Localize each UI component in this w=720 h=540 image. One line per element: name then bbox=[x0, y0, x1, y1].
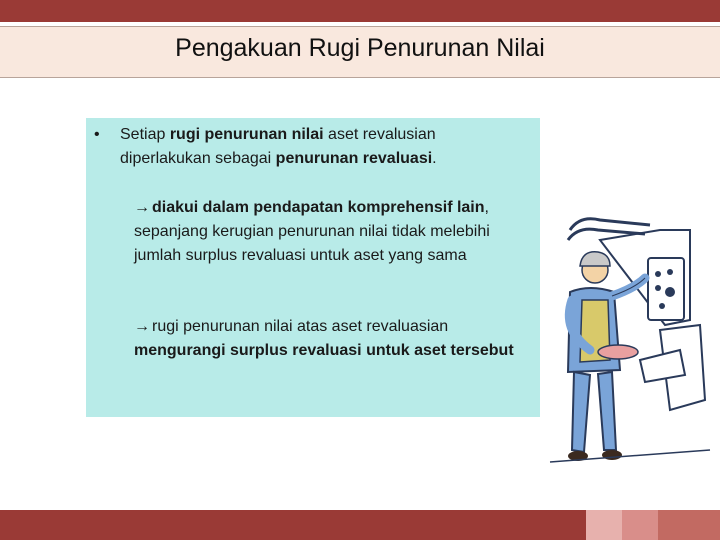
bullet-text-part: . bbox=[432, 150, 437, 167]
bullet-bold-term: rugi penurunan nilai bbox=[169, 126, 324, 143]
bullet-text bbox=[120, 123, 530, 171]
slide-title: Pengakuan Rugi Penurunan Nilai bbox=[175, 34, 545, 62]
arrow-right-icon: → bbox=[134, 199, 150, 216]
bullet-bold-term: penurunan revaluasi bbox=[275, 150, 433, 167]
sub-point-text: , sepanjang kerugian penurunan nilai tidak melebihi jumlah surplus revaluasi untuk aset yang sama bbox=[134, 199, 490, 264]
bottom-accent-segment bbox=[658, 510, 720, 540]
sub-point-2 bbox=[134, 315, 534, 363]
top-accent-bar bbox=[0, 0, 720, 22]
bullet-text-part: Setiap bbox=[120, 126, 170, 143]
factory-worker-illustration bbox=[540, 200, 720, 480]
bottom-accent-segment bbox=[622, 510, 658, 540]
bullet-marker: • bbox=[94, 126, 100, 143]
bullet-text-part: aset revalusian diperlakukan sebagai bbox=[120, 126, 436, 167]
arrow-right-icon: → bbox=[134, 318, 150, 335]
sub-point-text: rugi penurunan nilai atas aset revaluasian bbox=[152, 318, 449, 335]
sub-point-bold: mengurangi surplus revaluasi untuk aset tersebut bbox=[134, 342, 514, 359]
sub-point-bold: diakui dalam pendapatan komprehensif lain bbox=[152, 199, 485, 216]
sub-point-1 bbox=[134, 196, 534, 268]
bottom-accent-segment bbox=[586, 510, 622, 540]
